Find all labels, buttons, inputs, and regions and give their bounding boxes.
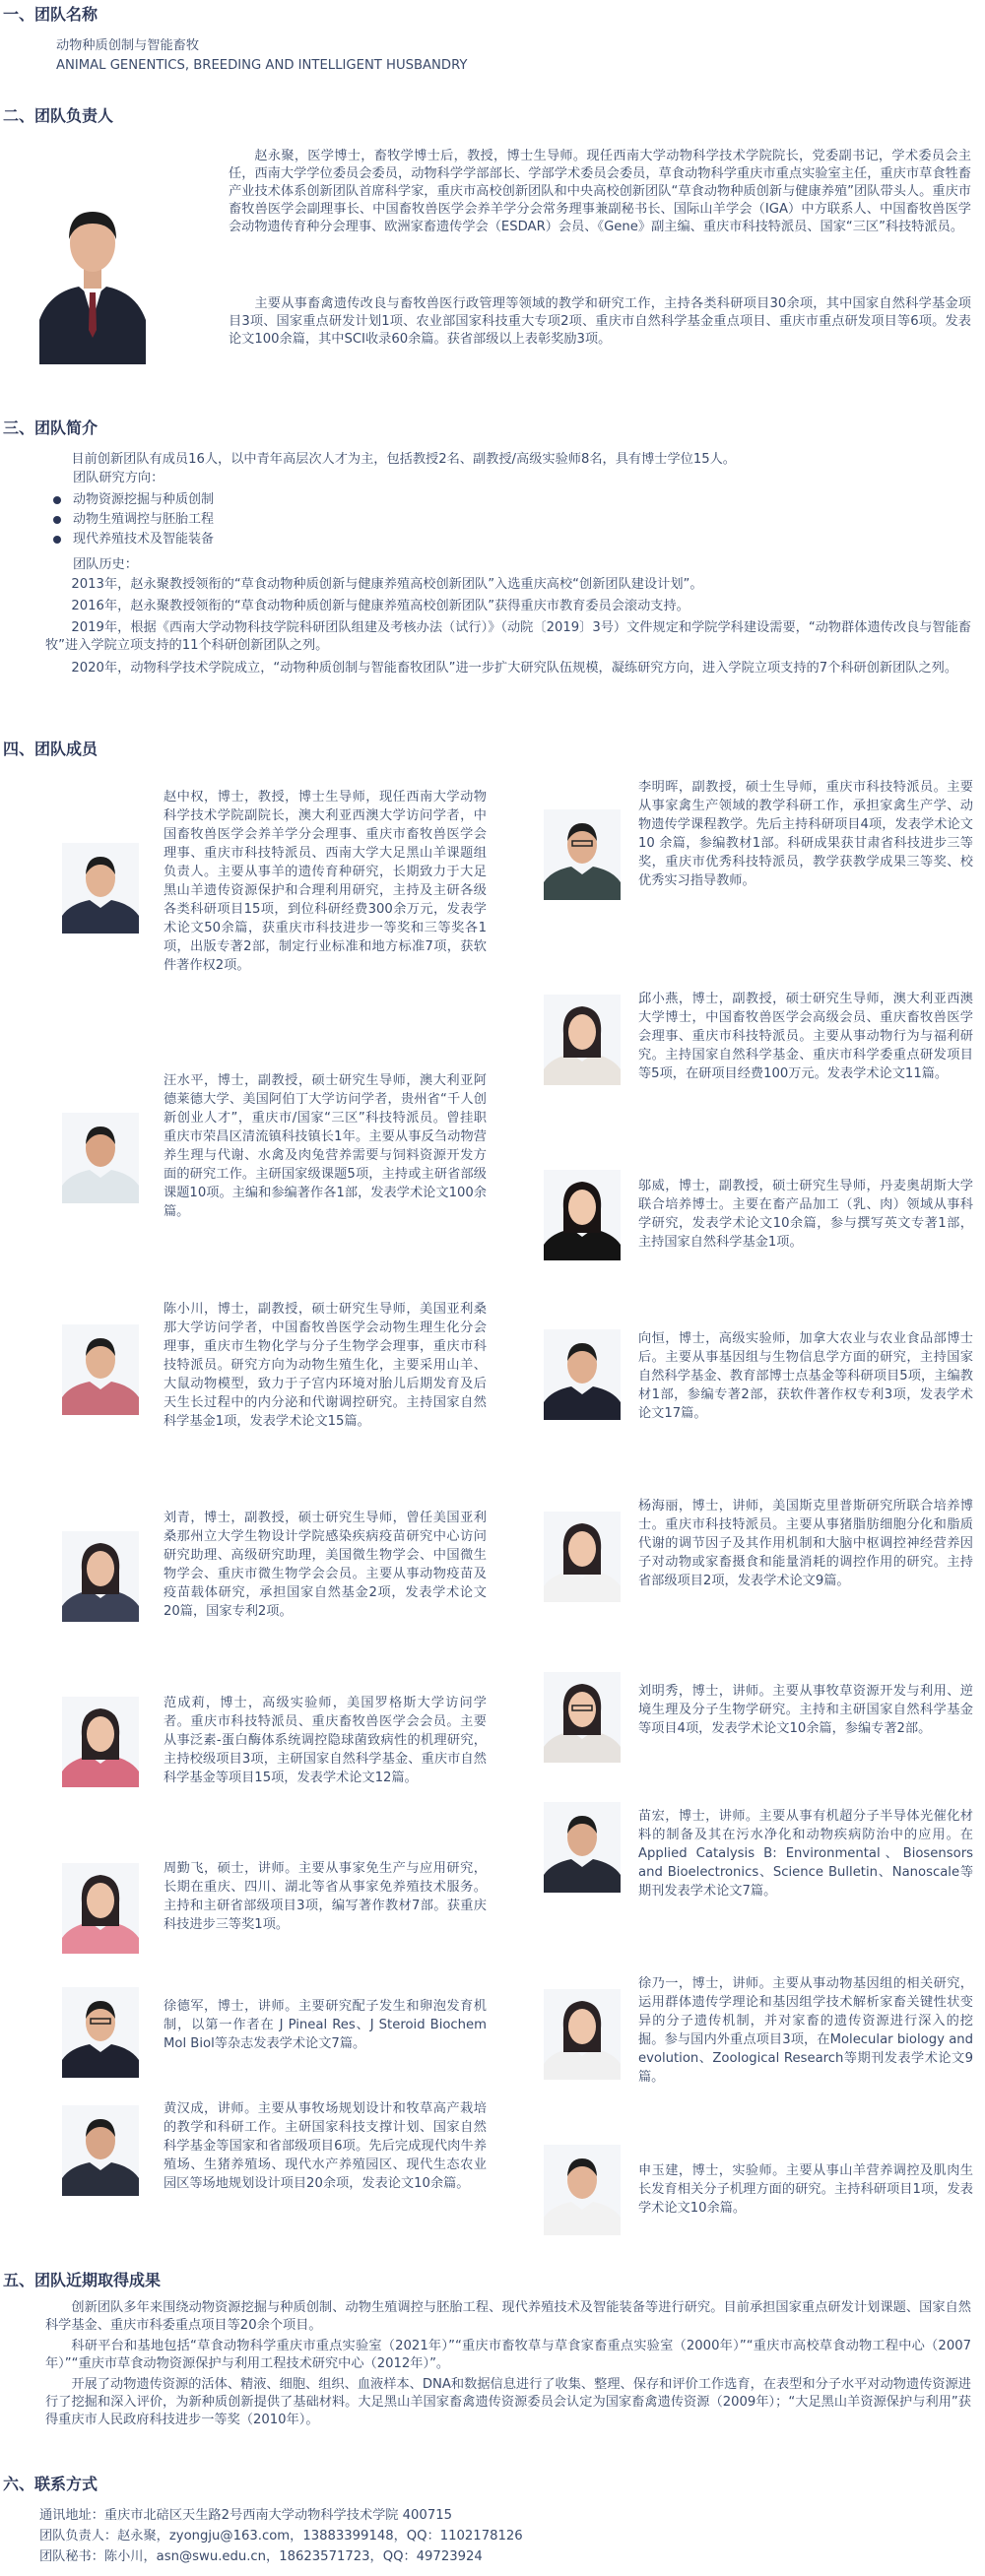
portrait-icon <box>62 843 139 934</box>
member-photo <box>62 1113 139 1203</box>
research-direction-item: 现代养殖技术及智能装备 <box>45 530 636 549</box>
member-photo <box>544 809 621 900</box>
research-direction-list <box>45 490 636 549</box>
member-bio: 汪水平，博士，副教授，硕士研究生导师，澳大利亚阿德莱德大学、美国阿伯丁大学访问学者，贵州省“千人创新创业人才”，重庆市/国家“三区”科技特派员。曾挂职重庆市荣昌区清流镇科技镇长1年。主要从事反刍动物营养生理与代谢、水禽及肉兔营养需要与饲料资源开发方面的研究工作。主研国家级课题5项，主持或主研省部级课题10项。主编和参编著作各1部，发表学术论文100余篇。 <box>164 1073 487 1219</box>
member-photo <box>62 1987 139 2078</box>
member-photo <box>544 1672 621 1763</box>
member-bio: 李明晖，副教授，硕士生导师，重庆市科技特派员。主要从事家禽生产领域的教学科研工作，承担家禽生产学、动物遗传学课程教学。先后主持科研项目4项，发表学术论文10 余篇，参编教材1部。科研成果获甘肃省科技进步三等奖，重庆市优秀科技特派员，教学获教学成果三等奖、校优秀实习指导教师。 <box>638 780 973 888</box>
portrait-icon <box>544 1512 621 1602</box>
team-name-cn: 动物种质创制与智能畜牧 <box>56 38 200 53</box>
portrait-icon <box>544 1170 621 1260</box>
contact-leader: 团队负责人：赵永聚，zyongju@163.com，13883399148，QQ：1102178126 <box>39 2529 523 2544</box>
contact-address: 通讯地址：重庆市北碚区天生路2号西南大学动物科学技术学院 400715 <box>39 2508 452 2523</box>
portrait-icon <box>544 1802 621 1893</box>
section-title-achievements: 五、团队近期取得成果 <box>3 2271 162 2289</box>
portrait-icon <box>62 1697 139 1787</box>
member-photo <box>62 843 139 934</box>
member-bio: 邱小燕，博士，副教授，硕士研究生导师，澳大利亚西澳大学博士，中国畜牧兽医学会高级会员、重庆畜牧兽医学会理事、重庆市科技特派员。主要从事动物行为与福利研究。主持国家自然科学基金、重庆市科学委重点研发项目等5项，在研项目经费100万元。发表学术论文11篇。 <box>638 992 973 1081</box>
section-title-intro: 三、团队简介 <box>3 419 98 437</box>
section-title-leader: 二、团队负责人 <box>3 106 114 125</box>
portrait-icon <box>544 809 621 900</box>
section-title-team-name: 一、团队名称 <box>3 5 98 24</box>
portrait-icon <box>544 1672 621 1763</box>
portrait-icon <box>62 1863 139 1954</box>
portrait-icon <box>544 2145 621 2235</box>
member-bio: 黄汉成，讲师。主要从事牧场规划设计和牧草高产栽培的教学和科研工作。主研国家科技支撑计划、国家自然科学基金等国家和省部级项目6项。先后完成现代肉牛养殖场、生猪养殖场、现代水产养殖园区、现代生态农业园区等场地规划设计项目20余项，发表论文10余篇。 <box>164 2101 487 2191</box>
member-photo <box>544 995 621 1085</box>
portrait-icon <box>62 1531 139 1622</box>
member-photo <box>62 1531 139 1622</box>
contact-secretary: 团队秘书：陈小川，asn@swu.edu.cn，18623571723，QQ：49723924 <box>39 2549 483 2564</box>
bullet-icon <box>53 516 61 524</box>
portrait-icon <box>39 182 146 364</box>
research-direction-label: 团队研究方向： <box>73 471 164 485</box>
history-2013: 2013年，赵永聚教授领衔的“草食动物种质创新与健康养殖高校创新团队”入选重庆高校“创新团队建设计划”。 <box>71 577 703 592</box>
portrait-icon <box>62 1324 139 1415</box>
achievements-summary: 创新团队多年来围绕动物资源挖掘与种质创制、动物生殖调控与胚胎工程、现代养殖技术及智能装备等进行研究。目前承担国家重点研发计划课题、国家自然科学基金、重庆市科委重点项目等20余个项目。 <box>45 2300 971 2333</box>
member-bio: 徐德军，博士，讲师。主要研究配子发生和卵泡发育机制，以第一作者在 J Pineal Res、J Steroid Biochem Mol Biol等杂志发表学术论文7篇。 <box>164 1999 487 2051</box>
member-photo <box>544 1512 621 1602</box>
member-bio: 徐乃一，博士，讲师。主要从事动物基因组的相关研究，运用群体遗传学理论和基因组学技术解析家畜关键性状变异的分子遗传机制，并对家畜的遗传资源进行深入的挖掘。参与国内外重点项目3项，在Molecular biology and evolution、Zoological Research等期刊发表学术论文9篇。 <box>638 1976 973 2085</box>
member-bio: 周勤飞，硕士，讲师。主要从事家免生产与应用研究，长期在重庆、四川、湖北等省从事家免养殖技术服务。主持和主研省部级项目3项，编写著作教材7部。获重庆科技进步三等奖1项。 <box>164 1861 487 1932</box>
member-bio: 邬威，博士，副教授，硕士研究生导师，丹麦奥胡斯大学联合培养博士。主要在畜产品加工（乳、肉）领域从事科学研究，发表学术论文10余篇，参与撰写英文专著1部，主持国家自然科学基金1项。 <box>638 1179 973 1250</box>
member-bio: 陈小川，博士，副教授，硕士研究生导师，美国亚利桑那大学访问学者，中国畜牧兽医学会动物生理生化分会理事，重庆市生物化学与分子生物学会理事，重庆市科技特派员。研究方向为动物生殖生化，主要采用山羊、大鼠动物模型，致力于子宫内环境对胎儿后期发育及后天生长过程中的内分泌和代谢调控研究。主持国家自然科学基金1项，发表学术论文15篇。 <box>164 1302 487 1429</box>
member-photo <box>62 1697 139 1787</box>
member-bio: 刘青，博士，副教授，硕士研究生导师，曾任美国亚利桑那州立大学生物设计学院感染疾病疫苗研究中心访问研究助理、高级研究助理，美国微生物学会、中国微生物学会、重庆市微生物学会会员。主要从事动物疫苗及疫苗载体研究，承担国家自然基金2项，发表学术论文20篇，国家专利2项。 <box>164 1511 487 1619</box>
bullet-icon <box>53 496 61 504</box>
member-bio: 苗宏，博士，讲师。主要从事有机超分子半导体光催化材料的制备及其在污水净化和动物疾病防治中的应用。在Applied Catalysis B: Environmental、Biosensors and Bioelectronics、Science Bulletin、Nanoscale等期刊发表学术论文7篇。 <box>638 1809 973 1899</box>
member-bio: 刘明秀，博士，讲师。主要从事牧草资源开发与利用、逆境生理及分子生物学研究。主持和主研国家自然科学基金等项目4项，发表学术论文10余篇，参编专著2部。 <box>638 1684 973 1736</box>
member-bio: 杨海丽，博士，讲师，美国斯克里普斯研究所联合培养博士。重庆市科技特派员。主要从事猪脂肪细胞分化和脂质代谢的调节因子及其作用机制和大脑中枢调控神经营养因子对动物或家畜摄食和能量消耗的调控作用的研究。主持省部级项目2项，发表学术论文9篇。 <box>638 1499 973 1588</box>
achievements-platforms: 科研平台和基地包括“草食动物科学重庆市重点实验室（2021年）”“重庆市畜牧草与草食家畜重点实验室（2000年）”“重庆市高校草食动物工程中心（2007年）”“重庆市草食动物资源保护与利用工程技术研究中心（2012年）”。 <box>45 2339 971 2371</box>
portrait-icon <box>62 1987 139 2078</box>
member-bio: 范成莉，博士，高级实验师，美国罗格斯大学访问学者。重庆市科技特派员、重庆畜牧兽医学会会员。主要从事泛素-蛋白酶体系统调控隐球菌致病性的机理研究，主持校级项目3项，主研国家自然科学基金、重庆市自然科学基金等项目15项，发表学术论文12篇。 <box>164 1696 487 1785</box>
leader-bio: 赵永聚，医学博士，畜牧学博士后，教授，博士生导师。现任西南大学动物科学技术学院院长，党委副书记，学术委员会主任，西南大学学位委员会委员，动物科学学部部长、学部学术委员会委员，草食动物科学重庆市重点实验室主任，重庆市草食牲畜产业技术体系创新团队首席科学家，重庆市高校创新团队和中央高校创新团队“草食动物种质创新与健康养殖”团队带头人。重庆市畜牧兽医学会副理事长、中国畜牧兽医学会养羊学分会常务理事兼副秘书长、国际山羊学会（IGA）中方联系人、中国畜牧兽医学会动物遗传育种分会理事、欧洲家畜遗传学会（ESDAR）会员、《Gene》副主编、重庆市科技特派员、国家“三区”科技特派员。 <box>229 149 971 234</box>
member-photo <box>544 1802 621 1893</box>
history-2019: 2019年，根据《西南大学动物科技学院科研团队组建及考核办法（试行）》（动院〔2019〕3号）文件规定和学院学科建设需要，“动物群体遗传改良与智能畜牧”进入学院立项支持的11个科研创新团队之列。 <box>45 620 971 653</box>
leader-photo <box>39 182 146 364</box>
portrait-icon <box>62 2105 139 2196</box>
achievements-resources: 开展了动物遗传资源的活体、精液、细胞、组织、血液样本、DNA和数据信息进行了收集、整理、保存和评价工作选育，在表型和分子水平对动物遗传资源进行了挖掘和深入评价，为新种质创新提供了基础材料。大足黑山羊国家畜禽遗传资源委员会认定为国家畜禽遗传资源（2009年）；“大足黑山羊资源保护与利用”获得重庆市人民政府科技进步一等奖（2010年）。 <box>45 2377 971 2427</box>
member-photo <box>544 1170 621 1260</box>
history-2016: 2016年，赵永聚教授领衔的“草食动物种质创新与健康养殖高校创新团队”获得重庆市教育委员会滚动支持。 <box>71 599 690 613</box>
portrait-icon <box>544 1989 621 2080</box>
member-photo <box>544 2145 621 2235</box>
portrait-icon <box>544 995 621 1085</box>
member-bio: 申玉建，博士，实验师。主要从事山羊营养调控及肌肉生长发育相关分子机理方面的研究。主持科研项目1项，发表学术论文10余篇。 <box>638 2163 973 2216</box>
portrait-icon <box>544 1329 621 1420</box>
member-photo <box>544 1329 621 1420</box>
research-direction-item: 动物资源挖掘与种质创制 <box>45 490 636 510</box>
bullet-icon <box>53 536 61 544</box>
section-title-members: 四、团队成员 <box>3 740 98 758</box>
history-label: 团队历史： <box>73 557 138 572</box>
member-bio: 赵中权，博士，教授，博士生导师，现任西南大学动物科学技术学院副院长，澳大利亚西澳大学访问学者，中国畜牧兽医学会养羊学分会理事、重庆市畜牧兽医学会理事、重庆市科技特派员、西南大学大足黑山羊课题组负责人。主要从事羊的遗传育种研究，长期致力于大足黑山羊遗传资源保护和合理利用研究，主持及主研各级各类科研项目15项，到位科研经费300余万元，发表学术论文50余篇，获重庆市科技进步一等奖和三等奖各1项，出版专著2部，制定行业标准和地方标准7项，获软件著作权2项。 <box>164 790 487 973</box>
member-photo <box>62 1324 139 1415</box>
team-name-en: ANIMAL GENENTICS, BREEDING AND INTELLIGENT HUSBANDRY <box>56 58 468 73</box>
member-bio: 向恒，博士，高级实验师，加拿大农业与农业食品部博士后。主要从事基因组与生物信息学方面的研究，主持国家自然科学基金、教育部博士点基金等科研项目5项，主编教材1部，参编专著2部，获软件著作权专利3项，发表学术论文17篇。 <box>638 1331 973 1421</box>
history-2020: 2020年，动物科学技术学院成立，“动物种质创制与智能畜牧团队”进一步扩大研究队伍规模，凝练研究方向，进入学院立项支持的7个科研创新团队之列。 <box>71 661 958 676</box>
research-direction-item: 动物生殖调控与胚胎工程 <box>45 510 636 530</box>
leader-research: 主要从事畜禽遗传改良与畜牧兽医行政管理等领域的教学和研究工作，主持各类科研项目30余项，其中国家自然科学基金项目3项、国家重点研发计划1项、农业部国家科技重大专项2项、重庆市自然科学基金重点项目、重庆市重点研发项目等6项。发表论文100余篇，其中SCI收录60余篇。获省部级以上表彰奖励3项。 <box>229 296 971 347</box>
member-photo <box>62 1863 139 1954</box>
section-title-contact: 六、联系方式 <box>3 2475 98 2493</box>
member-photo <box>544 1989 621 2080</box>
portrait-icon <box>62 1113 139 1203</box>
member-photo <box>62 2105 139 2196</box>
intro-summary: 目前创新团队有成员16人，以中青年高层次人才为主，包括教授2名、副教授/高级实验师8名，具有博士学位15人。 <box>71 452 736 467</box>
